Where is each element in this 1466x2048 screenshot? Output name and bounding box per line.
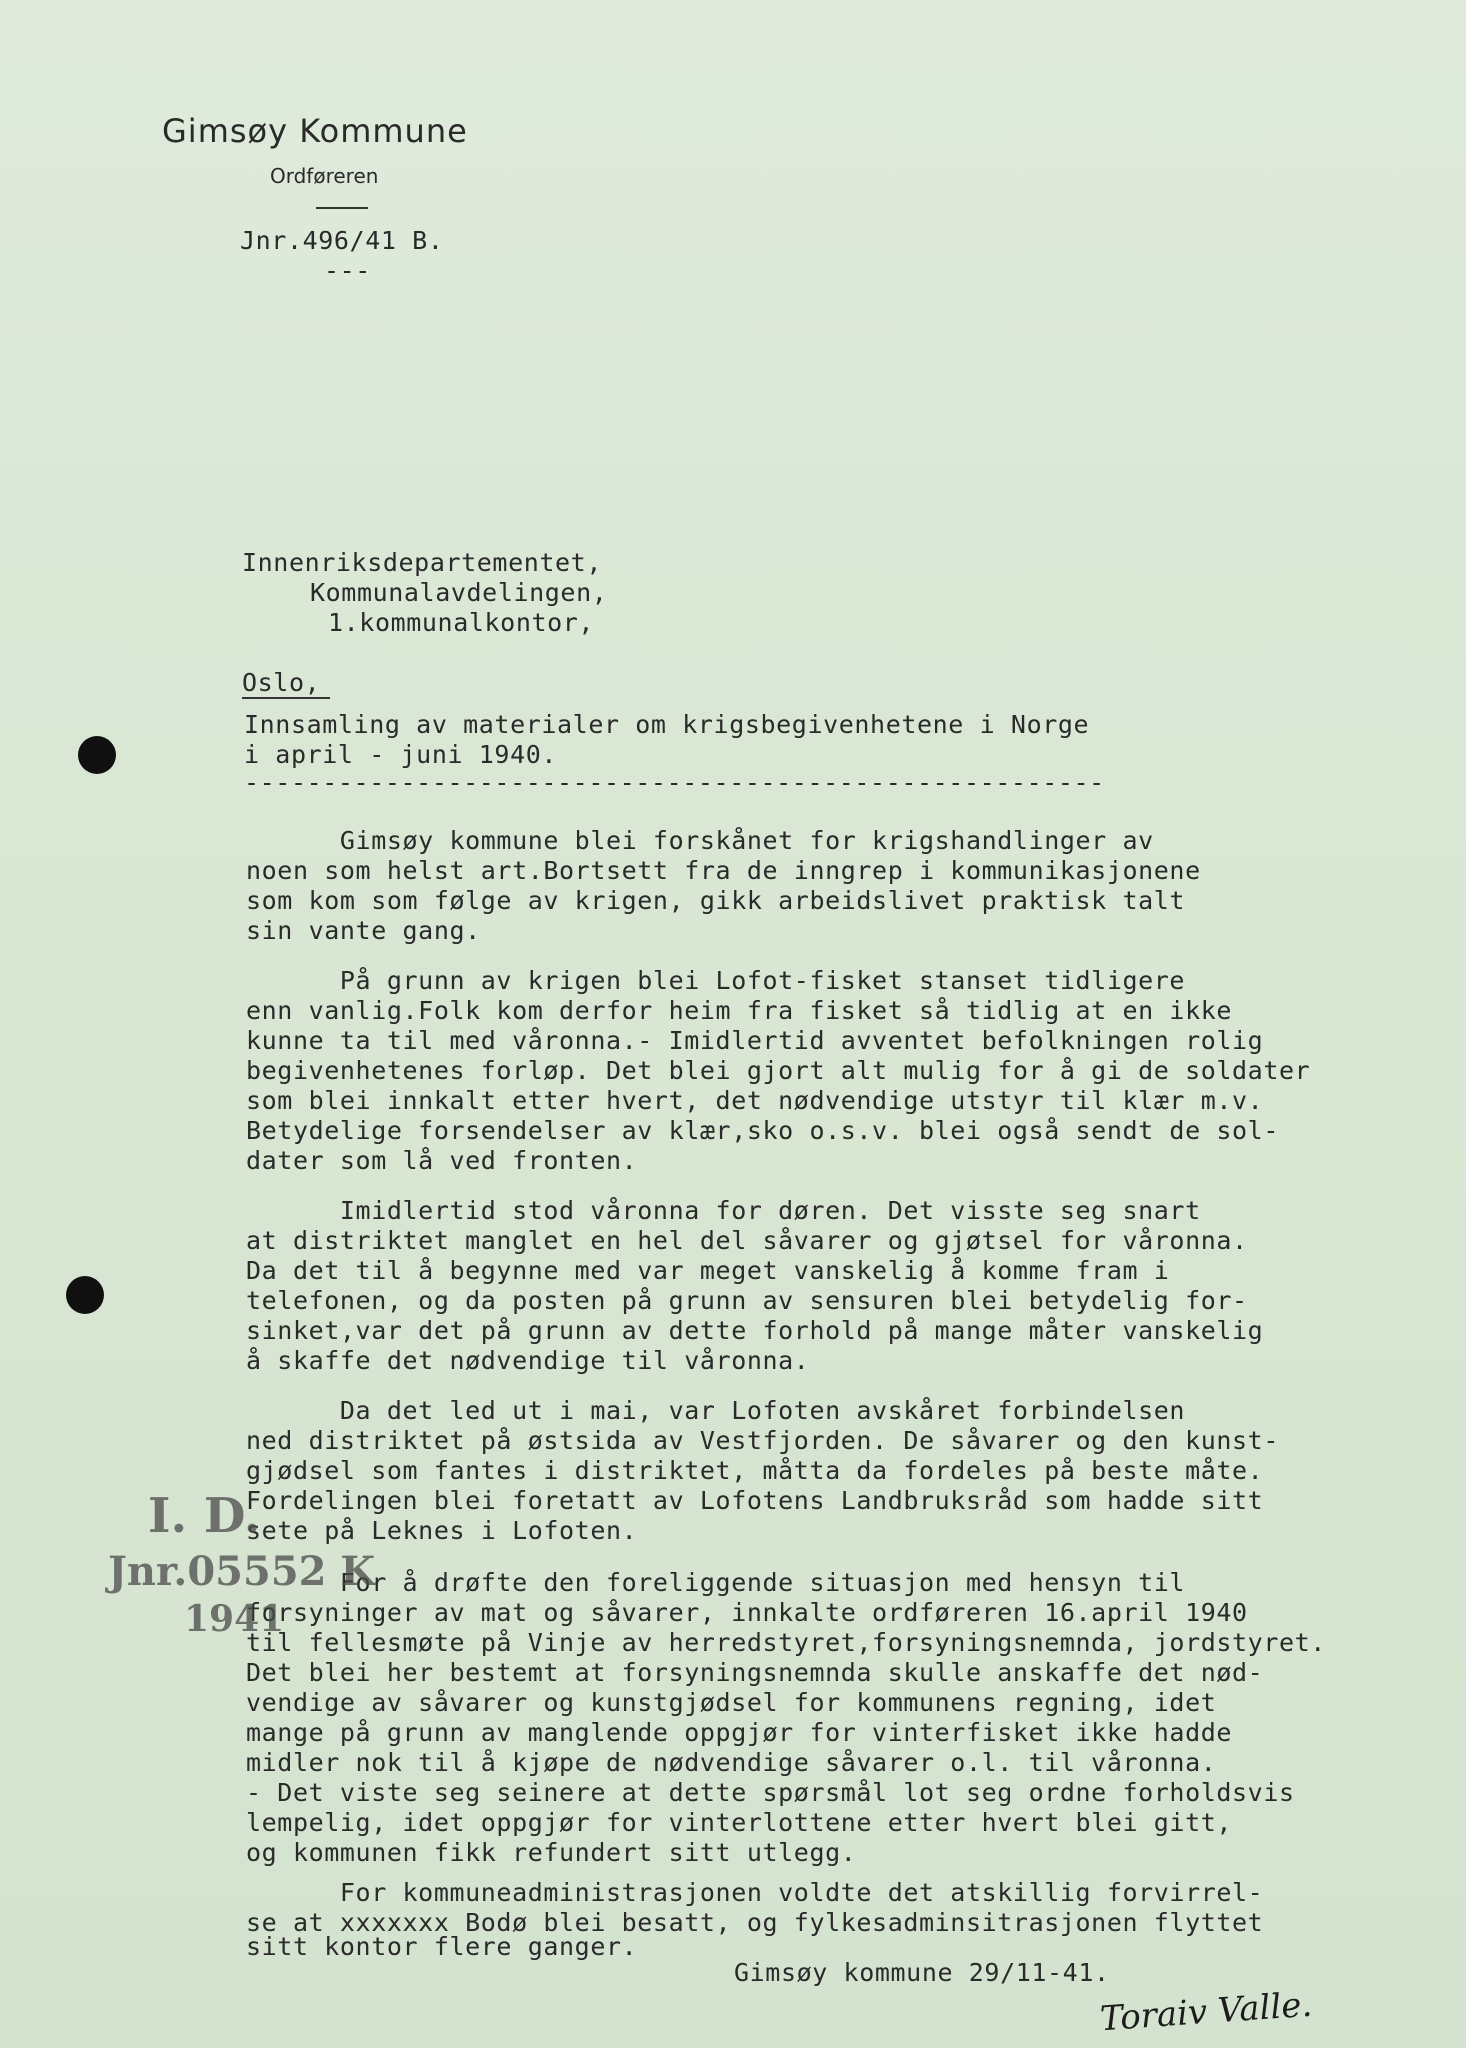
paragraph-5-line-5: vendige av såvarer og kunstgjødsel for kommunens regning, idet — [246, 1688, 1217, 1717]
letterhead-subtitle: Ordføreren — [270, 164, 379, 188]
stamp-journal-number: Jnr.05552 K — [108, 1548, 376, 1595]
punch-hole-top — [78, 736, 116, 774]
paragraph-4-line-1: Da det led ut i mai, var Lofoten avskåret forbindelsen — [246, 1396, 1186, 1425]
paragraph-2-line-2: enn vanlig.Folk kom derfor heim fra fisket så tidlig at en ikke — [246, 996, 1233, 1025]
paragraph-4-line-2: ned distriktet på østsida av Vestfjorden. De såvarer og den kunst- — [246, 1426, 1279, 1455]
paragraph-1-line-1: Gimsøy kommune blei forskånet for krigshandlinger av — [246, 826, 1154, 855]
paragraph-2-line-7: dater som lå ved fronten. — [246, 1146, 638, 1175]
journal-reference: Jnr.496/41 B. — [240, 226, 444, 255]
paragraph-5-line-3: til fellesmøte på Vinje av herredstyret,forsyningsnemnda, jordstyret. — [246, 1628, 1326, 1657]
signature: Toraiv Valle. — [1098, 1984, 1314, 2040]
journal-reference-rule: --- — [324, 256, 371, 285]
paragraph-5-line-9: lempelig, idet oppgjør for vinterlottene etter hvert blei gitt, — [246, 1808, 1233, 1837]
city-underline — [242, 697, 330, 699]
paragraph-3-line-3: Da det til å begynne med var meget vanskelig å komme fram i — [246, 1256, 1170, 1285]
paragraph-4-line-5: sete på Leknes i Lofoten. — [246, 1516, 638, 1545]
subject-rule: ------------------------------------------------------- — [244, 768, 1105, 797]
address-city: Oslo, — [242, 668, 321, 697]
address-line-2: Kommunalavdelingen, — [310, 578, 608, 607]
paragraph-1-line-3: som kom som følge av krigen, gikk arbeidslivet praktisk talt — [246, 886, 1186, 915]
paragraph-2-line-5: som blei innkalt etter hvert, det nødvendige utstyr til klær m.v. — [246, 1086, 1264, 1115]
paragraph-3-line-1: Imidlertid stod våronna for døren. Det visste seg snart — [246, 1196, 1201, 1225]
paragraph-2-line-1: På grunn av krigen blei Lofot-fisket stanset tidligere — [246, 966, 1186, 995]
paragraph-2-line-3: kunne ta til med våronna.- Imidlertid avventet befolkningen rolig — [246, 1026, 1264, 1055]
paragraph-1-line-2: noen som helst art.Bortsett fra de inngrep i kommunikasjonene — [246, 856, 1201, 885]
place-and-date: Gimsøy kommune 29/11-41. — [734, 1958, 1110, 1987]
stamp-id-mark: I. D. — [148, 1488, 261, 1544]
paragraph-5-line-4: Det blei her bestemt at forsyningsnemnda skulle anskaffe det nød- — [246, 1658, 1264, 1687]
paragraph-3-line-4: telefonen, og da posten på grunn av sensuren blei betydelig for- — [246, 1286, 1248, 1315]
letterhead-divider — [316, 207, 368, 209]
paragraph-3-line-2: at distriktet manglet en hel del såvarer og gjøtsel for våronna. — [246, 1226, 1248, 1255]
paragraph-6-line-2: se at xxxxxxx Bodø blei besatt, og fylkesadminsitrasjonen flyttet — [246, 1908, 1264, 1937]
paragraph-5-line-2: forsyninger av mat og såvarer, innkalte ordføreren 16.april 1940 — [246, 1598, 1248, 1627]
paragraph-4-line-3: gjødsel som fantes i distriktet, måtta da fordeles på beste måte. — [246, 1456, 1264, 1485]
paragraph-5-line-10: og kommunen fikk refundert sitt utlegg. — [246, 1838, 857, 1867]
subject-line-1: Innsamling av materialer om krigsbegivenhetene i Norge — [244, 710, 1090, 739]
address-line-3: 1.kommunalkontor, — [328, 608, 595, 637]
paragraph-5-line-1: For å drøfte den foreliggende situasjon med hensyn til — [246, 1568, 1186, 1597]
paragraph-6-line-3: sitt kontor flere ganger. — [246, 1932, 638, 1961]
address-line-1: Innenriksdepartementet, — [242, 548, 602, 577]
subject-line-2: i april - juni 1940. — [244, 740, 558, 769]
paragraph-1-line-4: sin vante gang. — [246, 916, 481, 945]
paragraph-5-line-7: midler nok til å kjøpe de nødvendige såvarer o.l. til våronna. — [246, 1748, 1217, 1777]
stamp-year: 1941 — [184, 1598, 285, 1640]
paragraph-5-line-6: mange på grunn av manglende oppgjør for vinterfisket ikke hadde — [246, 1718, 1233, 1747]
paragraph-5-line-8: - Det viste seg seinere at dette spørsmål lot seg ordne forholdsvis — [246, 1778, 1295, 1807]
paragraph-2-line-4: begivenhetenes forløp. Det blei gjort alt mulig for å gi de soldater — [246, 1056, 1311, 1085]
paragraph-3-line-6: å skaffe det nødvendige til våronna. — [246, 1346, 810, 1375]
paragraph-4-line-4: Fordelingen blei foretatt av Lofotens Landbruksråd som hadde sitt — [246, 1486, 1264, 1515]
punch-hole-bottom — [66, 1276, 104, 1314]
paragraph-3-line-5: sinket,var det på grunn av dette forhold på mange måter vanskelig — [246, 1316, 1264, 1345]
letterhead-name: Gimsøy Kommune — [162, 112, 468, 150]
paragraph-6-line-1: For kommuneadministrasjonen voldte det atskillig forvirrel- — [246, 1878, 1264, 1907]
paragraph-2-line-6: Betydelige forsendelser av klær,sko o.s.v. blei også sendt de sol- — [246, 1116, 1279, 1145]
